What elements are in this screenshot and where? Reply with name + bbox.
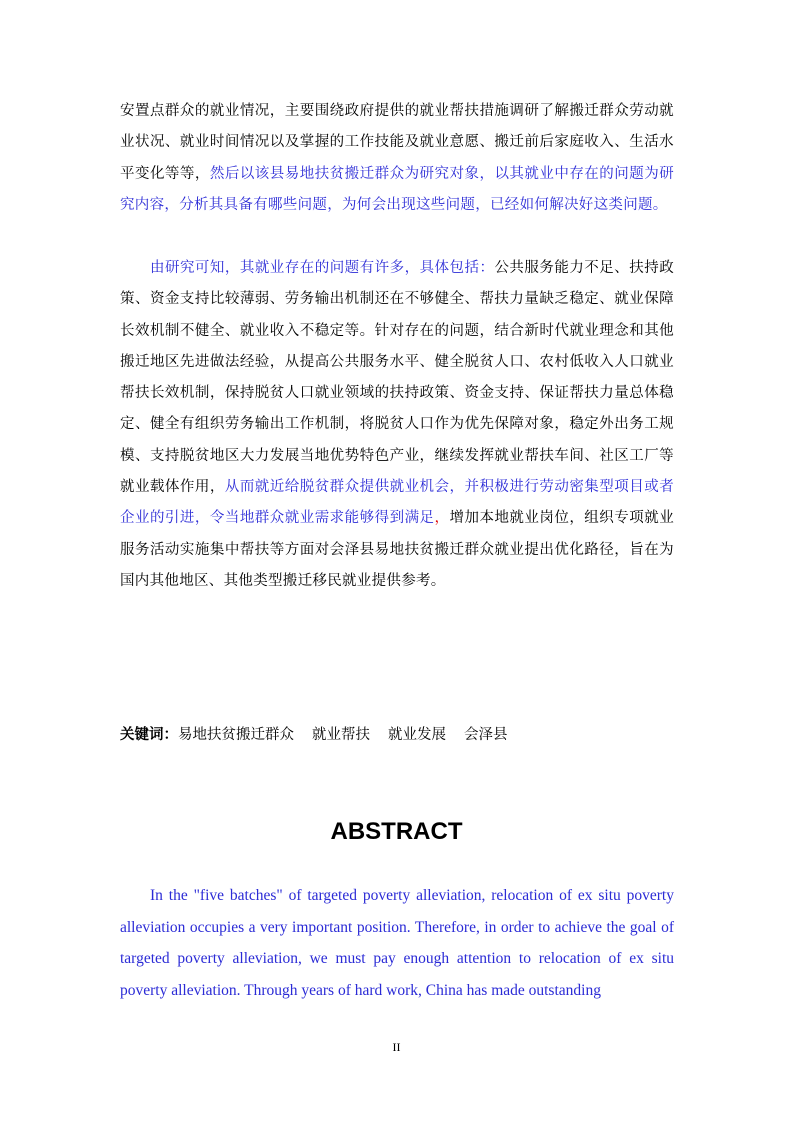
paragraph-research-method — [120, 96, 674, 221]
paragraph2-highlight-jobs: 从而就近给脱贫群众提供就业机会，并积极进行劳动密集型项目或者企业的引进，令当地群众就业需求能够得到满足 — [120, 479, 674, 527]
paragraph2-text-problems: 公共服务能力不足、扶持政策、资金支持比较薄弱、劳务输出机制还在不够健全、帮扶力量缺乏稳定、就业保障长效机制不健全、就业收入不稳定等。针对存在的问题，结合新时代就业理念和其他搬迁地区先进做法经验，从提高公共服务水平、健全脱贫人口、农村低收入人口就业帮扶长效机制，保持脱贫人口就业领域的扶持政策、资金支持、保证帮扶力量总体稳定、健全有组织劳务输出工作机制，将脱贫人口作为优先保障对象，稳定外出务工规模、支持脱贫地区大力发展当地优势特色产业，继续发挥就业帮扶车间、社区工厂等就业载体作用， — [120, 260, 674, 496]
keyword-item: 就业帮扶 — [312, 727, 370, 743]
paragraph2-text-conclusion: 增加本地就业岗位，组织专项就业服务活动实施集中帮扶等方面对会泽县易地扶贫搬迁群众就业提出优化路径，旨在为国内其他地区、其他类型搬迁移民就业提供参考。 — [120, 510, 674, 589]
paragraph1-text: 安置点群众的就业情况，主要围绕政府提供的就业帮扶措施调研了解搬迁群众劳动就业状况、就业时间情况以及掌握的工作技能及就业意愿、搬迁前后家庭收入、生活水平变化等等， — [120, 103, 674, 182]
keywords-line — [120, 720, 680, 750]
paragraph2-highlight-intro: 由研究可知，其就业存在的问题有许多，具体包括： — [150, 260, 495, 276]
keywords-label: 关键词： — [120, 726, 178, 743]
abstract-paragraph: In the "five batches" of targeted poverty alleviation, relocation of ex situ poverty alleviation occupies a very important position. Therefore, in order to achieve the goal of targeted poverty alleviation, we must pay enough attention to relocation of ex situ poverty alleviation. Through years of hard work, China has made outstanding — [120, 887, 674, 999]
keyword-item: 会泽县 — [464, 727, 508, 743]
paragraph2-red-comma: ， — [434, 510, 450, 527]
keyword-item: 易地扶贫搬迁群众 — [178, 727, 294, 743]
keyword-item: 就业发展 — [388, 727, 446, 743]
paragraph-findings — [120, 253, 674, 597]
page-number: II — [392, 1040, 401, 1054]
abstract-heading: ABSTRACT — [330, 818, 463, 845]
paragraph1-highlight: 然后以该县易地扶贫搬迁群众为研究对象，以其就业中存在的问题为研究内容，分析其具备有哪些问题，为何会出现这些问题，已经如何解决好这类问题。 — [120, 165, 674, 213]
